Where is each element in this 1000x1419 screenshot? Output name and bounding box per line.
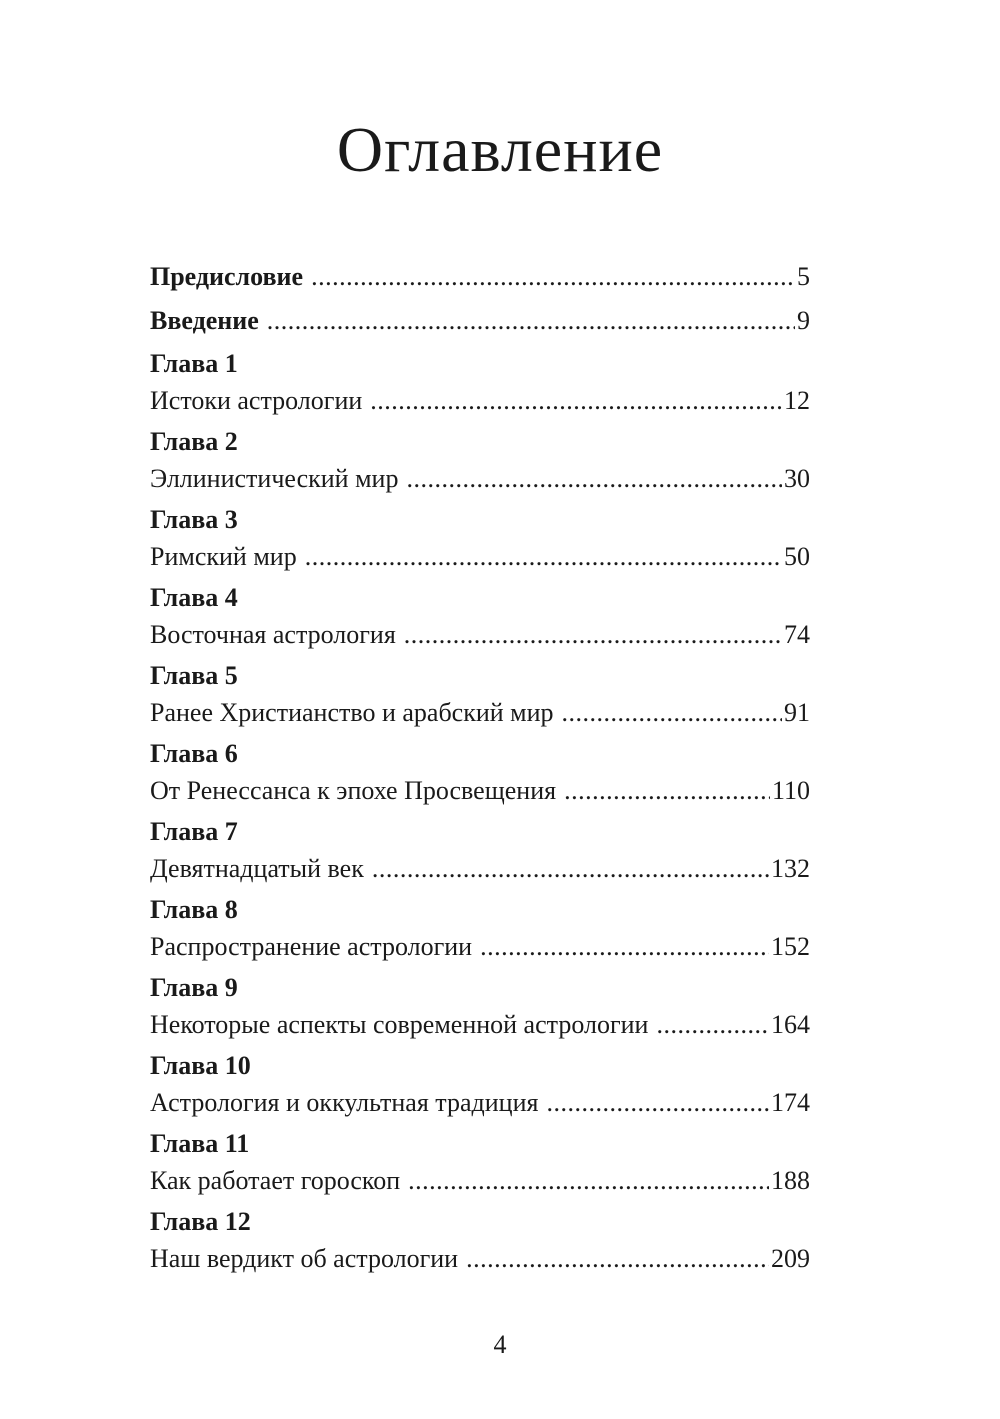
toc-entry[interactable] <box>150 1240 810 1278</box>
toc-entry-page: 74 <box>784 620 810 649</box>
toc-chapter[interactable] <box>150 658 810 732</box>
dot-leader <box>408 1162 769 1200</box>
toc-chapter[interactable] <box>150 736 810 810</box>
toc-entry-page: 30 <box>784 464 810 493</box>
chapter-heading: Глава 10 <box>150 1051 251 1080</box>
toc-entry-label: Распространение астрологии <box>150 932 473 961</box>
toc-chapter[interactable] <box>150 346 810 420</box>
toc-entry-page: 50 <box>784 542 810 571</box>
toc-entry-page: 188 <box>771 1166 810 1195</box>
toc-entry-page: 12 <box>784 386 810 415</box>
toc-chapter[interactable] <box>150 892 810 966</box>
dot-leader <box>404 616 782 654</box>
toc-entry-page: 164 <box>771 1010 810 1039</box>
page-number: 4 <box>493 1330 507 1359</box>
dot-leader <box>564 772 770 810</box>
dot-leader <box>466 1240 769 1278</box>
toc-entry-page: 174 <box>771 1088 810 1117</box>
toc-entry-page: 132 <box>771 854 810 883</box>
chapter-heading: Глава 6 <box>150 739 238 768</box>
dot-leader <box>562 694 782 732</box>
toc-entry[interactable] <box>150 460 810 498</box>
toc-chapter[interactable] <box>150 1204 810 1278</box>
toc-entry-label: Римский мир <box>150 542 297 571</box>
toc-chapter[interactable] <box>150 970 810 1044</box>
toc-entry-label: Наш вердикт об астрологии <box>150 1244 459 1273</box>
toc-entry-label: Некоторые аспекты современной астрологии <box>150 1010 649 1039</box>
toc-entry-preface[interactable] <box>150 258 810 296</box>
dot-leader <box>311 258 795 296</box>
chapter-heading: Глава 9 <box>150 973 238 1002</box>
toc-entry-label: От Ренессанса к эпохе Просвещения <box>150 776 557 805</box>
toc-entry-label: Астрология и оккультная традиция <box>150 1088 539 1117</box>
chapter-heading: Глава 2 <box>150 427 238 456</box>
toc-chapter[interactable] <box>150 1048 810 1122</box>
toc-entry-page: 9 <box>797 306 810 335</box>
toc-entry[interactable] <box>150 772 810 810</box>
toc-entry-label: Ранее Христианство и арабский мир <box>150 698 554 727</box>
dot-leader <box>546 1084 769 1122</box>
toc-entry[interactable] <box>150 1162 810 1200</box>
chapter-heading: Глава 3 <box>150 505 238 534</box>
toc-entry[interactable] <box>150 850 810 888</box>
toc-entry-label: Как работает гороскоп <box>150 1166 401 1195</box>
chapter-heading: Глава 5 <box>150 661 238 690</box>
page-title: Оглавление <box>336 114 664 185</box>
chapter-heading: Глава 7 <box>150 817 238 846</box>
dot-leader <box>480 928 769 966</box>
toc-entry-label: Девятнадцатый век <box>150 854 364 883</box>
toc-entry[interactable] <box>150 616 810 654</box>
toc-entry-label: Введение <box>150 306 259 335</box>
table-of-contents <box>150 258 810 1278</box>
toc-entry-label: Восточная астрология <box>150 620 396 649</box>
toc-entry-label: Предисловие <box>150 262 304 291</box>
toc-chapter[interactable] <box>150 580 810 654</box>
toc-entry-page: 5 <box>797 262 810 291</box>
toc-entry[interactable] <box>150 538 810 576</box>
toc-entry[interactable] <box>150 1006 810 1044</box>
toc-entry[interactable] <box>150 694 810 732</box>
dot-leader <box>267 302 795 340</box>
toc-entry-introduction[interactable] <box>150 302 810 340</box>
toc-entry-label: Эллинистический мир <box>150 464 399 493</box>
dot-leader <box>372 850 769 888</box>
toc-entry[interactable] <box>150 928 810 966</box>
toc-entry-page: 91 <box>784 698 810 727</box>
toc-chapter[interactable] <box>150 1126 810 1200</box>
chapter-heading: Глава 1 <box>150 349 238 378</box>
dot-leader <box>305 538 782 576</box>
toc-entry-page: 152 <box>771 932 810 961</box>
chapter-heading: Глава 11 <box>150 1129 250 1158</box>
toc-entry[interactable] <box>150 1084 810 1122</box>
toc-entry-page: 209 <box>771 1244 810 1273</box>
dot-leader <box>406 460 782 498</box>
chapter-heading: Глава 12 <box>150 1207 251 1236</box>
toc-chapter[interactable] <box>150 424 810 498</box>
toc-entry-label: Истоки астрологии <box>150 386 363 415</box>
chapter-heading: Глава 4 <box>150 583 238 612</box>
toc-chapter[interactable] <box>150 502 810 576</box>
toc-chapter[interactable] <box>150 814 810 888</box>
dot-leader <box>370 382 782 420</box>
dot-leader <box>656 1006 769 1044</box>
chapter-list <box>150 346 810 1278</box>
toc-entry[interactable] <box>150 382 810 420</box>
chapter-heading: Глава 8 <box>150 895 238 924</box>
toc-entry-page: 110 <box>771 776 810 805</box>
